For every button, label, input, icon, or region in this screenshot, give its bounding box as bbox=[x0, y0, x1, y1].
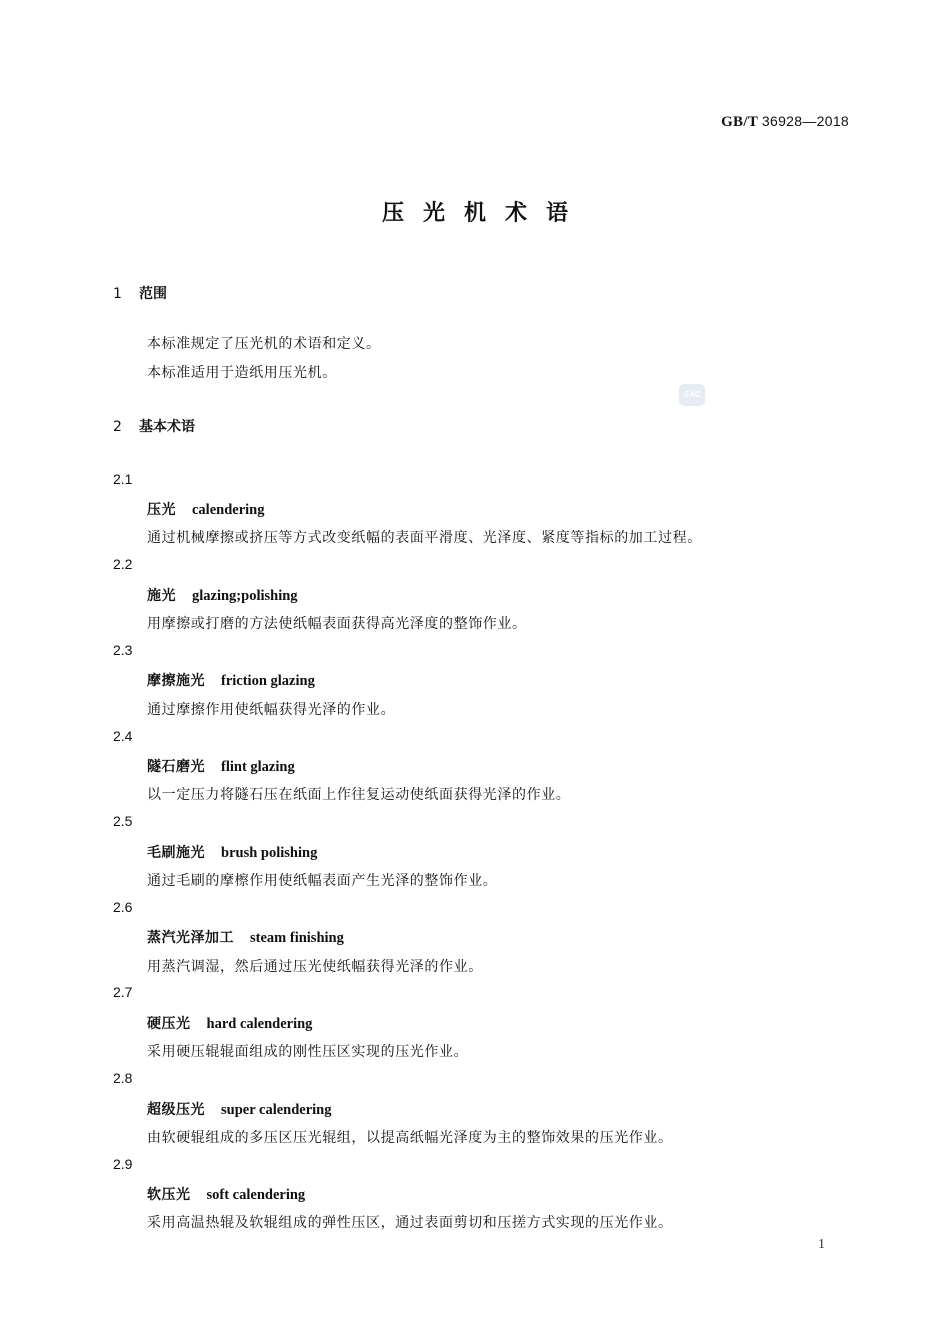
scope-paragraph-2: 本标准适用于造纸用压光机。 bbox=[147, 365, 337, 381]
term-english: steam finishing bbox=[250, 930, 344, 946]
section-number: 2 bbox=[113, 419, 122, 435]
term-heading bbox=[147, 842, 317, 862]
term-definition: 通过机械摩擦或挤压等方式改变纸幅的表面平滑度、光泽度、紧度等指标的加工过程。 bbox=[147, 530, 702, 546]
term-heading bbox=[147, 1013, 312, 1033]
standard-number: 36928—2018 bbox=[761, 113, 849, 129]
section-title: 范围 bbox=[139, 286, 167, 302]
term-chinese: 隧石磨光 bbox=[147, 759, 205, 775]
term-number: 2.1 bbox=[113, 471, 133, 487]
document-title: 压光机术语 bbox=[381, 201, 587, 226]
term-english: super calendering bbox=[221, 1102, 332, 1118]
term-number: 2.8 bbox=[113, 1070, 133, 1086]
term-chinese: 蒸汽光泽加工 bbox=[147, 930, 234, 946]
section-heading-basic-terms bbox=[113, 416, 195, 436]
term-chinese: 硬压光 bbox=[147, 1016, 191, 1032]
term-number: 2.3 bbox=[113, 642, 133, 658]
term-definition: 以一定压力将隧石压在纸面上作往复运动使纸面获得光泽的作业。 bbox=[147, 787, 571, 803]
term-definition: 用摩擦或打磨的方法使纸幅表面获得高光泽度的整饰作业。 bbox=[147, 616, 527, 632]
term-english: friction glazing bbox=[221, 673, 315, 689]
term-heading bbox=[147, 756, 295, 776]
term-definition: 通过毛刷的摩檫作用使纸幅表面产生光泽的整饰作业。 bbox=[147, 873, 498, 889]
term-english: soft calendering bbox=[206, 1187, 306, 1203]
term-english: brush polishing bbox=[221, 845, 318, 861]
term-number: 2.2 bbox=[113, 556, 133, 572]
term-chinese: 超级压光 bbox=[147, 1102, 205, 1118]
term-number: 2.9 bbox=[113, 1156, 133, 1172]
page-number: 1 bbox=[818, 1237, 825, 1252]
term-definition: 由软硬辊组成的多压区压光辊组，以提高纸幅光泽度为主的整饰效果的压光作业。 bbox=[147, 1130, 673, 1146]
scope-paragraph-1: 本标准规定了压光机的术语和定义。 bbox=[147, 336, 381, 352]
term-english: calendering bbox=[192, 502, 265, 518]
term-number: 2.7 bbox=[113, 984, 133, 1000]
section-heading-scope bbox=[113, 283, 167, 303]
term-english: glazing;polishing bbox=[192, 588, 298, 604]
term-chinese: 软压光 bbox=[147, 1187, 191, 1203]
term-number: 2.5 bbox=[113, 813, 133, 829]
term-heading bbox=[147, 927, 344, 947]
term-chinese: 摩擦施光 bbox=[147, 673, 205, 689]
term-heading bbox=[147, 585, 298, 605]
standard-prefix: GB/T bbox=[721, 114, 758, 130]
sac-watermark-logo: SAC bbox=[679, 384, 705, 406]
term-english: flint glazing bbox=[221, 759, 295, 775]
term-number: 2.6 bbox=[113, 899, 133, 915]
term-heading bbox=[147, 670, 315, 690]
term-heading bbox=[147, 1184, 305, 1204]
section-title: 基本术语 bbox=[139, 419, 195, 435]
term-definition: 采用高温热辊及软辊组成的弹性压区，通过表面剪切和压搓方式实现的压光作业。 bbox=[147, 1215, 673, 1231]
term-definition: 通过摩擦作用使纸幅获得光泽的作业。 bbox=[147, 702, 396, 718]
section-number: 1 bbox=[113, 286, 122, 302]
term-heading bbox=[147, 1099, 332, 1119]
term-english: hard calendering bbox=[206, 1016, 313, 1032]
term-definition: 采用硬压辊辊面组成的刚性压区实现的压光作业。 bbox=[147, 1044, 469, 1060]
term-chinese: 毛刷施光 bbox=[147, 845, 205, 861]
term-definition: 用蒸汽调湿，然后通过压光使纸幅获得光泽的作业。 bbox=[147, 959, 483, 975]
term-chinese: 压光 bbox=[147, 502, 176, 518]
standard-code bbox=[721, 113, 849, 131]
term-chinese: 施光 bbox=[147, 588, 176, 604]
term-heading bbox=[147, 499, 265, 519]
term-number: 2.4 bbox=[113, 728, 133, 744]
